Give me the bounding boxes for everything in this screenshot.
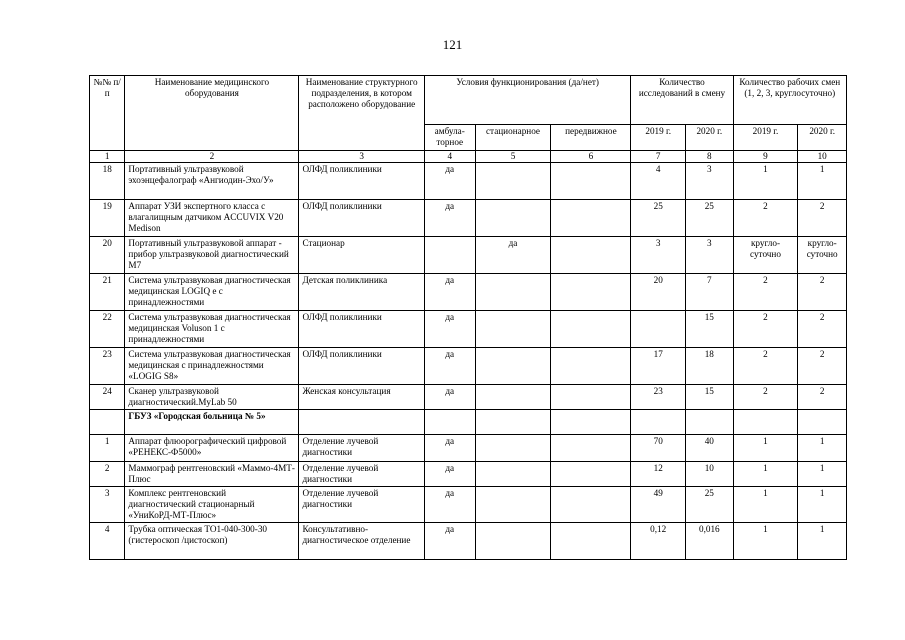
department-name: ОЛФД поликлиники (299, 311, 424, 348)
inpatient-flag (475, 435, 551, 462)
shifts-2019: 1 (733, 487, 798, 523)
empty-cell (90, 410, 125, 435)
inpatient-flag (475, 523, 551, 560)
outpatient-flag: да (424, 200, 475, 237)
outpatient-flag: да (424, 274, 475, 311)
header-shifts-2019: 2019 г. (733, 125, 798, 151)
mobile-flag (551, 435, 631, 462)
header-equipment: Наименование медицинского оборудования (125, 76, 299, 151)
header-shifts-2020: 2020 г. (798, 125, 847, 151)
table-row (90, 385, 847, 410)
outpatient-flag: да (424, 523, 475, 560)
row-number: 19 (90, 200, 125, 237)
inpatient-flag (475, 200, 551, 237)
studies-2020: 15 (686, 311, 734, 348)
studies-2019: 23 (631, 385, 686, 410)
department-name: ОЛФД поликлиники (299, 163, 424, 200)
column-number: 2 (125, 151, 299, 163)
row-number: 22 (90, 311, 125, 348)
header-studies: Количество исследований в смену (631, 76, 733, 125)
shifts-2020: 2 (798, 311, 847, 348)
inpatient-flag (475, 274, 551, 311)
equipment-name: Аппарат УЗИ экспертного класса с влагалищным датчиком ACCUVIX V20 Medison (125, 200, 299, 237)
outpatient-flag (424, 237, 475, 274)
column-number: 5 (475, 151, 551, 163)
column-number: 6 (551, 151, 631, 163)
table-row (90, 237, 847, 274)
studies-2019: 70 (631, 435, 686, 462)
outpatient-flag: да (424, 348, 475, 385)
department-name: Детская поликлиника (299, 274, 424, 311)
empty-cell (299, 410, 424, 435)
empty-cell (424, 410, 475, 435)
inpatient-flag (475, 163, 551, 200)
table-row (90, 311, 847, 348)
shifts-2020: 2 (798, 274, 847, 311)
equipment-name: Комплекс рентгеновский диагностический стационарный «УниКоРД-МТ-Плюс» (125, 487, 299, 523)
column-number: 7 (631, 151, 686, 163)
mobile-flag (551, 385, 631, 410)
mobile-flag (551, 348, 631, 385)
shifts-2020: 2 (798, 348, 847, 385)
inpatient-flag (475, 462, 551, 487)
mobile-flag (551, 487, 631, 523)
studies-2020: 25 (686, 200, 734, 237)
equipment-name: Трубка оптическая ТО1-040-300-30 (гистероскоп /цистоскоп) (125, 523, 299, 560)
shifts-2019: 2 (733, 200, 798, 237)
studies-2020: 3 (686, 237, 734, 274)
table-row (90, 462, 847, 487)
inpatient-flag (475, 311, 551, 348)
studies-2019: 20 (631, 274, 686, 311)
shifts-2019: 1 (733, 523, 798, 560)
shifts-2019: 1 (733, 462, 798, 487)
studies-2019: 4 (631, 163, 686, 200)
equipment-name: Маммограф рентгеновский «Маммо-4МТ-Плюс (125, 462, 299, 487)
outpatient-flag: да (424, 163, 475, 200)
outpatient-flag: да (424, 487, 475, 523)
table-row (90, 487, 847, 523)
table-row (90, 274, 847, 311)
section-row (90, 410, 847, 435)
mobile-flag (551, 237, 631, 274)
column-number: 8 (686, 151, 734, 163)
outpatient-flag: да (424, 462, 475, 487)
shifts-2020: 1 (798, 462, 847, 487)
studies-2019: 0,12 (631, 523, 686, 560)
column-number: 4 (424, 151, 475, 163)
header-unit: Наименование структурного подразделения, в котором расположено оборудование (299, 76, 424, 151)
mobile-flag (551, 163, 631, 200)
studies-2020: 18 (686, 348, 734, 385)
header-shifts: Количество рабочих смен (1, 2, 3, круглосуточно) (733, 76, 846, 125)
studies-2020: 10 (686, 462, 734, 487)
shifts-2019: 2 (733, 274, 798, 311)
shifts-2020: 2 (798, 385, 847, 410)
shifts-2020: кругло-суточно (798, 237, 847, 274)
department-name: Отделение лучевой диагностики (299, 487, 424, 523)
row-number: 23 (90, 348, 125, 385)
equipment-table (89, 75, 847, 560)
column-number-row (90, 151, 847, 163)
empty-cell (551, 410, 631, 435)
mobile-flag (551, 523, 631, 560)
department-name: ОЛФД поликлиники (299, 348, 424, 385)
mobile-flag (551, 311, 631, 348)
shifts-2020: 1 (798, 163, 847, 200)
studies-2020: 40 (686, 435, 734, 462)
table-row (90, 523, 847, 560)
studies-2020: 15 (686, 385, 734, 410)
shifts-2019: 1 (733, 163, 798, 200)
column-number: 3 (299, 151, 424, 163)
header-conditions: Условия функционирования (да/нет) (424, 76, 630, 125)
shifts-2019: кругло-суточно (733, 237, 798, 274)
table-row (90, 348, 847, 385)
equipment-name: Система ультразвуковая диагностическая медицинская Voluson 1 с принадлежностями (125, 311, 299, 348)
department-name: Стационар (299, 237, 424, 274)
table-row (90, 200, 847, 237)
equipment-name: Сканер ультразвуковой диагностический.MyLab 50 (125, 385, 299, 410)
department-name: Отделение лучевой диагностики (299, 435, 424, 462)
row-number: 2 (90, 462, 125, 487)
empty-cell (733, 410, 798, 435)
equipment-name: Портативный ультразвуковой аппарат - прибор ультразвуковой диагностический М7 (125, 237, 299, 274)
inpatient-flag: да (475, 237, 551, 274)
outpatient-flag: да (424, 385, 475, 410)
empty-cell (475, 410, 551, 435)
row-number: 3 (90, 487, 125, 523)
shifts-2019: 2 (733, 385, 798, 410)
row-number: 1 (90, 435, 125, 462)
department-name: Консультативно-диагностическое отделение (299, 523, 424, 560)
header-mobile: передвижное (551, 125, 631, 151)
studies-2020: 0,016 (686, 523, 734, 560)
studies-2020: 7 (686, 274, 734, 311)
studies-2019: 3 (631, 237, 686, 274)
studies-2019: 25 (631, 200, 686, 237)
outpatient-flag: да (424, 435, 475, 462)
shifts-2019: 1 (733, 435, 798, 462)
shifts-2020: 1 (798, 487, 847, 523)
mobile-flag (551, 274, 631, 311)
section-title: ГБУЗ «Городская больница № 5» (125, 410, 299, 435)
row-number: 21 (90, 274, 125, 311)
studies-2019: 12 (631, 462, 686, 487)
department-name: Отделение лучевой диагностики (299, 462, 424, 487)
shifts-2020: 1 (798, 435, 847, 462)
row-number: 4 (90, 523, 125, 560)
outpatient-flag: да (424, 311, 475, 348)
header-studies-2020: 2020 г. (686, 125, 734, 151)
equipment-name: Аппарат флюорографический цифровой «РЕНЕКС-Ф5000» (125, 435, 299, 462)
column-number: 10 (798, 151, 847, 163)
mobile-flag (551, 200, 631, 237)
equipment-name: Система ультразвуковая диагностическая медицинская LOGIQ e с принадлежностями (125, 274, 299, 311)
studies-2019: 17 (631, 348, 686, 385)
inpatient-flag (475, 487, 551, 523)
row-number: 20 (90, 237, 125, 274)
empty-cell (798, 410, 847, 435)
shifts-2020: 2 (798, 200, 847, 237)
equipment-name: Портативный ультразвуковой эхоэнцефалограф «Ангиодин-Эхо/У» (125, 163, 299, 200)
header-inpatient: стационарное (475, 125, 551, 151)
inpatient-flag (475, 385, 551, 410)
table-row (90, 435, 847, 462)
shifts-2019: 2 (733, 311, 798, 348)
column-number: 1 (90, 151, 125, 163)
department-name: ОЛФД поликлиники (299, 200, 424, 237)
department-name: Женская консультация (299, 385, 424, 410)
inpatient-flag (475, 348, 551, 385)
shifts-2020: 1 (798, 523, 847, 560)
header-studies-2019: 2019 г. (631, 125, 686, 151)
studies-2019: 49 (631, 487, 686, 523)
equipment-name: Система ультразвуковая диагностическая медицинская с принадлежностями «LOGIG S8» (125, 348, 299, 385)
mobile-flag (551, 462, 631, 487)
studies-2020: 3 (686, 163, 734, 200)
column-number: 9 (733, 151, 798, 163)
row-number: 24 (90, 385, 125, 410)
row-number: 18 (90, 163, 125, 200)
shifts-2019: 2 (733, 348, 798, 385)
page-number: 121 (442, 37, 463, 52)
header-num: №№ п/п (90, 76, 125, 151)
table-row (90, 163, 847, 200)
empty-cell (686, 410, 734, 435)
empty-cell (631, 410, 686, 435)
studies-2020: 25 (686, 487, 734, 523)
studies-2019 (631, 311, 686, 348)
header-outpatient: амбула-торное (424, 125, 475, 151)
